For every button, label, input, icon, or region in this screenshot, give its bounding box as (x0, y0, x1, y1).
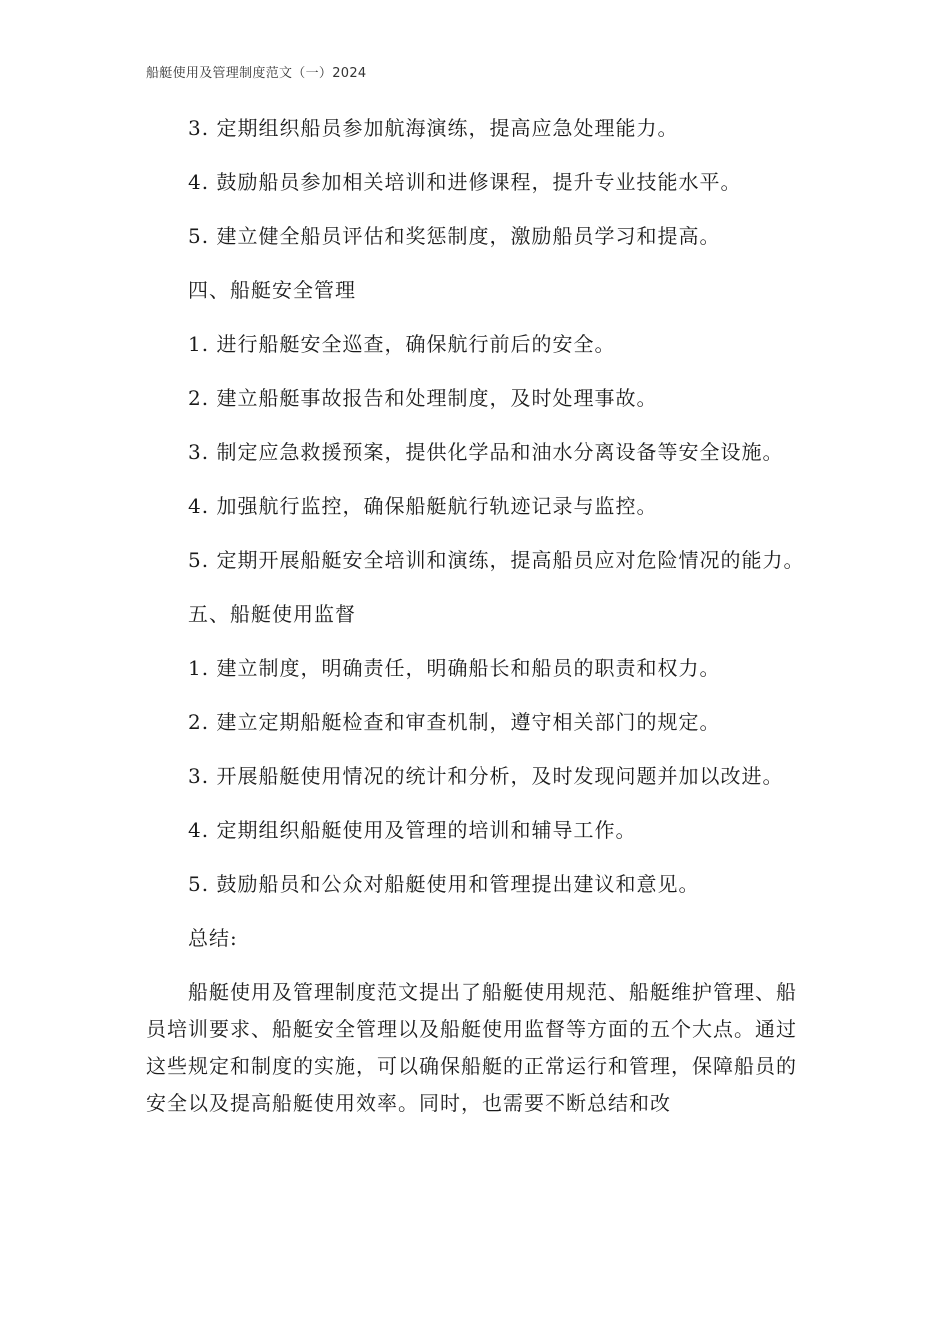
list-item: 2. 建立船艇事故报告和处理制度，及时处理事故。 (188, 386, 658, 410)
list-item: 5. 定期开展船艇安全培训和演练，提高船员应对危险情况的能力。 (188, 548, 805, 572)
running-header: 船艇使用及管理制度范文（一）2024 (146, 66, 367, 81)
section-heading: 五、船艇使用监督 (188, 602, 356, 626)
list-item: 1. 建立制度，明确责任，明确船长和船员的职责和权力。 (188, 656, 721, 680)
list-item: 5. 鼓励船员和公众对船艇使用和管理提出建议和意见。 (188, 872, 700, 896)
list-item: 4. 定期组织船艇使用及管理的培训和辅导工作。 (188, 818, 637, 842)
list-item: 3. 开展船艇使用情况的统计和分析，及时发现问题并加以改进。 (188, 764, 784, 788)
list-item: 3. 制定应急救援预案，提供化学品和油水分离设备等安全设施。 (188, 440, 784, 464)
summary-paragraph: 船艇使用及管理制度范文提出了船艇使用规范、船艇维护管理、船员培训要求、船艇安全管理以及船艇使用监督等方面的五个大点。通过这些规定和制度的实施，可以确保船艇的正常运行和管理，保障船员的安全以及提高船艇使用效率。同时，也需要不断总结和改 (146, 980, 797, 1115)
list-item: 4. 加强航行监控，确保船艇航行轨迹记录与监控。 (188, 494, 658, 518)
list-item: 5. 建立健全船员评估和奖惩制度，激励船员学习和提高。 (188, 224, 721, 248)
list-item: 4. 鼓励船员参加相关培训和进修课程，提升专业技能水平。 (188, 170, 742, 194)
section-heading: 四、船艇安全管理 (188, 278, 356, 302)
document-body (146, 110, 810, 1139)
list-item: 2. 建立定期船艇检查和审查机制，遵守相关部门的规定。 (188, 710, 721, 734)
summary-heading: 总结: (188, 926, 238, 950)
list-item: 3. 定期组织船员参加航海演练，提高应急处理能力。 (188, 116, 679, 140)
list-item: 1. 进行船艇安全巡查，确保航行前后的安全。 (188, 332, 616, 356)
